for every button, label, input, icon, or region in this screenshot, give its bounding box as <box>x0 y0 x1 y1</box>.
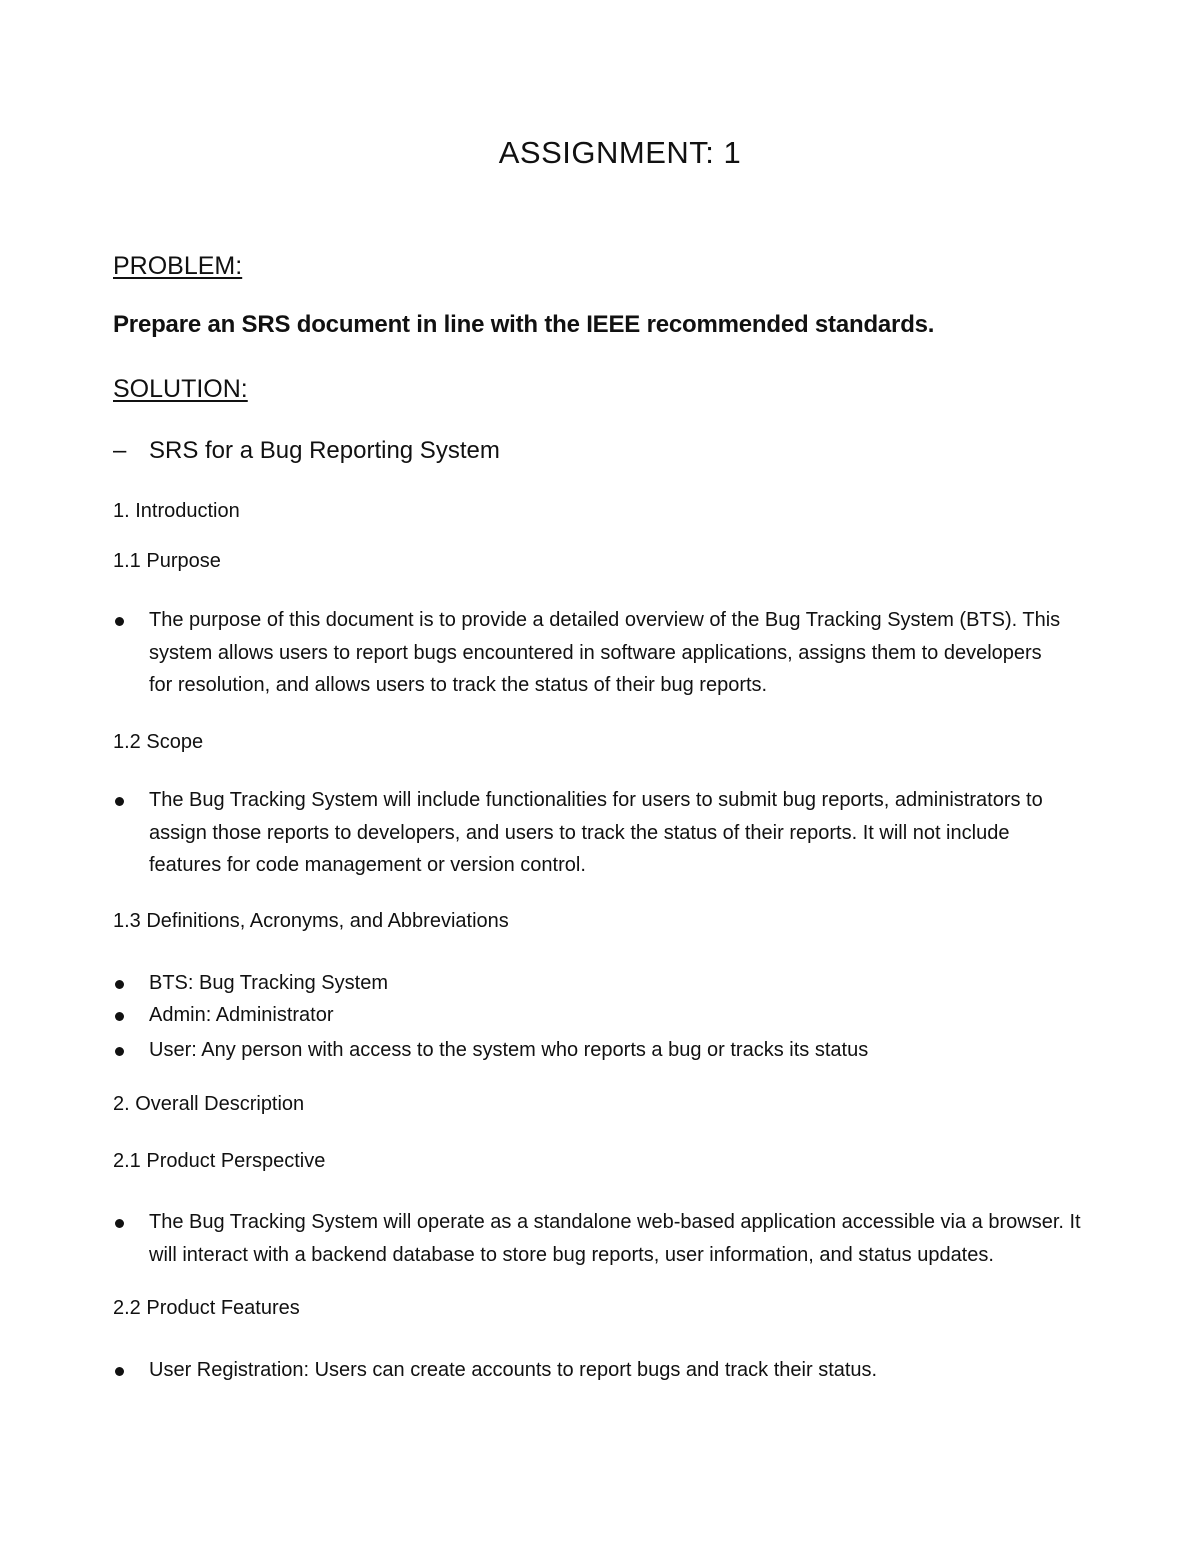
section-purpose-heading: 1.1 Purpose <box>113 550 221 572</box>
bullet-dot <box>115 797 124 806</box>
scope-bullet <box>115 784 1135 882</box>
problem-statement: Prepare an SRS document in line with the IEEE recommended standards. <box>113 311 935 338</box>
problem-heading: PROBLEM: <box>113 252 243 280</box>
bullet-dot <box>115 1367 124 1376</box>
features-bullet <box>115 1354 1135 1387</box>
page-title: ASSIGNMENT: 1 <box>498 135 742 170</box>
section-perspective-heading: 2.1 Product Perspective <box>113 1150 326 1172</box>
section-scope-heading: 1.2 Scope <box>113 731 204 753</box>
definition-text: Admin: Administrator <box>149 1004 334 1026</box>
paragraph-line: features for code management or version control. <box>149 854 586 876</box>
dash-bullet: – <box>113 437 127 464</box>
bullet-dot <box>115 617 124 626</box>
section-overall-description: 2. Overall Description <box>113 1093 305 1115</box>
paragraph-line: The Bug Tracking System will include functionalities for users to submit bug reports, administrators to <box>149 789 1043 811</box>
bullet-dot <box>115 1219 124 1228</box>
section-features-heading: 2.2 Product Features <box>113 1297 300 1319</box>
solution-subtitle-text: SRS for a Bug Reporting System <box>149 437 500 464</box>
definition-item <box>115 1034 1135 1067</box>
definition-text: User: Any person with access to the system who reports a bug or tracks its status <box>149 1039 869 1061</box>
solution-subtitle <box>113 437 500 465</box>
definition-text: BTS: Bug Tracking System <box>149 972 388 994</box>
paragraph-line: will interact with a backend database to store bug reports, user information, and status updates. <box>149 1243 994 1266</box>
perspective-bullet <box>115 1206 1135 1271</box>
solution-heading: SOLUTION: <box>113 375 248 403</box>
paragraph-line: The Bug Tracking System will operate as a standalone web-based application accessible via a browser. It <box>149 1211 1081 1233</box>
definition-item <box>115 999 1135 1032</box>
section-definitions-heading: 1.3 Definitions, Acronyms, and Abbreviations <box>113 910 509 932</box>
paragraph-line: The purpose of this document is to provide a detailed overview of the Bug Tracking System (BTS). This <box>149 609 1061 631</box>
bullet-dot <box>115 980 124 989</box>
paragraph-line: system allows users to report bugs encountered in software applications, assigns them to developers <box>149 641 1042 664</box>
purpose-bullet <box>115 604 1135 702</box>
definition-item <box>115 967 1135 1000</box>
bullet-dot <box>115 1047 124 1056</box>
paragraph-line: for resolution, and allows users to track the status of their bug reports. <box>149 674 768 696</box>
bullet-dot <box>115 1012 124 1021</box>
paragraph-line: User Registration: Users can create accounts to report bugs and track their status. <box>149 1359 878 1381</box>
section-introduction: 1. Introduction <box>113 500 240 522</box>
paragraph-line: assign those reports to developers, and users to track the status of their reports. It will not include <box>149 821 1010 844</box>
